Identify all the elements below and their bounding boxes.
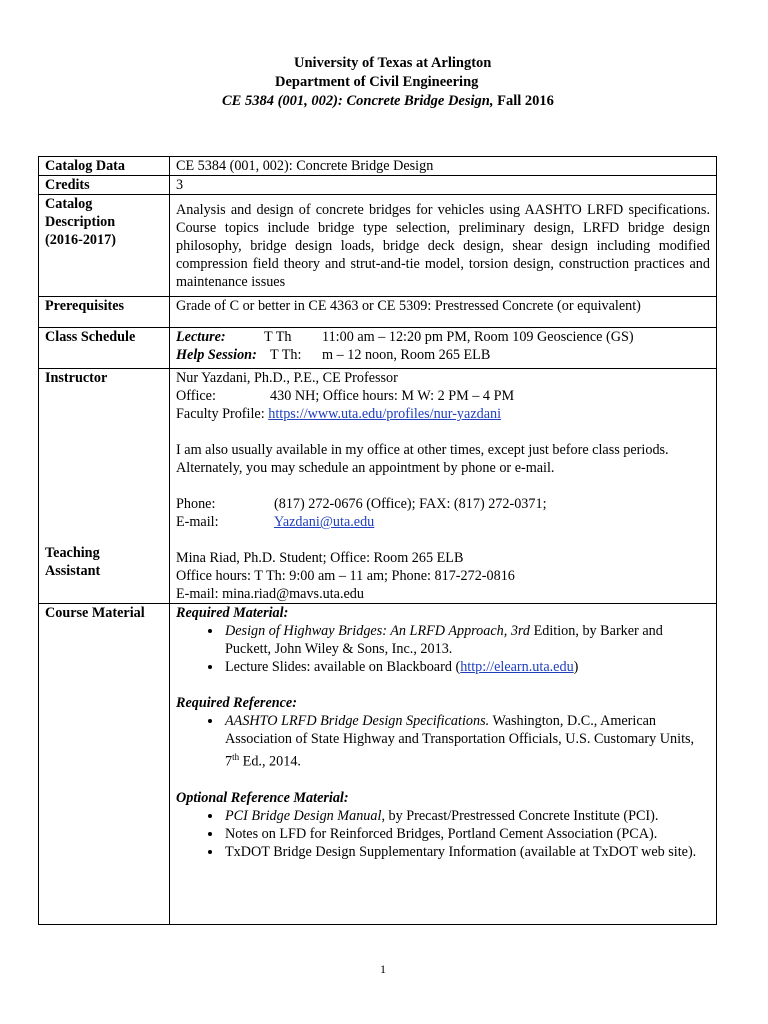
catalog-description-row: [39, 195, 717, 297]
catalog-description-value: Analysis and design of concrete bridges for vehicles using AASHTO LRFD specifications. Course topics include bridge type selection, preliminary design, LRFD bridge design philosophy, bridge design loads, bridge deck design, shear design including modified compression field theory and strut-and-tie model, torsion design, construction practices and maintenance issues: [170, 195, 717, 297]
instructor-email-label: E-mail:: [176, 514, 219, 530]
catalog-description-label-line2: Description: [45, 214, 116, 230]
instructor-label: Instructor: [45, 370, 108, 386]
help-session-line: [176, 346, 710, 364]
course-title-italic: CE 5384 (001, 002): Concrete Bridge Design,: [222, 93, 494, 109]
required-material-heading: Required Material:: [176, 605, 289, 621]
lecture-slides-text: Lecture Slides: available on Blackboard (: [225, 659, 461, 675]
syllabus-table: [38, 156, 717, 925]
instructor-profile-link[interactable]: https://www.uta.edu/profiles/nur-yazdani: [268, 406, 502, 422]
ta-line-1: Mina Riad, Ph.D. Student; Office: Room 265 ELB: [176, 550, 464, 566]
textbook-title: Design of Highway Bridges: An LRFD Approach, 3rd: [225, 623, 531, 639]
instructor-office-value: 430 NH; Office hours: M W: 2 PM – 4 PM: [270, 388, 515, 404]
instructor-label-cell: [39, 369, 170, 604]
help-session-days: T Th:: [270, 347, 302, 363]
textbook-details: Edition, by Barker and Puckett, John Wiley & Sons, Inc., 2013.: [225, 623, 663, 657]
class-schedule-label: Class Schedule: [39, 328, 170, 369]
university-name: University of Texas at Arlington: [294, 55, 492, 71]
help-session-time: m – 12 noon, Room 265 ELB: [322, 347, 491, 363]
instructor-profile: [176, 405, 710, 423]
instructor-office-label: Office:: [176, 388, 216, 404]
required-reference-list: [176, 712, 710, 771]
list-item: • TxDOT Bridge Design Supplementary Information (available at TxDOT web site).: [223, 843, 710, 861]
catalog-description-label-line1: Catalog: [45, 196, 93, 212]
instructor-availability-1: I am also usually available in my office at other times, except just before class periods.: [176, 442, 669, 458]
lecture-time: 11:00 am – 12:20 pm PM, Room 109 Geoscience (GS): [322, 329, 634, 345]
required-reference-heading: Required Reference:: [176, 695, 297, 711]
aashto-edition-sup: th: [232, 752, 240, 762]
optional-reference-heading: Optional Reference Material:: [176, 789, 349, 806]
aashto-title: AASHTO LRFD Bridge Design Specifications.: [225, 713, 490, 729]
course-title: [222, 92, 554, 111]
prerequisites-row: [39, 297, 717, 328]
instructor-email: [176, 513, 710, 531]
lecture-key: Lecture:: [176, 329, 226, 345]
department-name: Department of Civil Engineering: [275, 74, 479, 90]
blackboard-link[interactable]: http://elearn.uta.edu: [460, 659, 574, 675]
catalog-data-label: Catalog Data: [39, 157, 170, 176]
class-schedule-value: [170, 328, 717, 369]
prerequisites-label: Prerequisites: [39, 297, 170, 328]
required-material-list: [176, 622, 710, 676]
list-item: [223, 622, 710, 658]
instructor-value: [170, 369, 717, 604]
list-item: • Notes on LFD for Reinforced Bridges, Portland Cement Association (PCA).: [223, 825, 710, 843]
course-material-label: Course Material: [39, 604, 170, 925]
instructor-profile-label: Faculty Profile:: [176, 406, 269, 422]
instructor-email-link[interactable]: Yazdani@uta.edu: [274, 514, 375, 530]
ta-line-3: E-mail: mina.riad@mavs.uta.edu: [176, 586, 364, 602]
instructor-phone: [176, 495, 710, 513]
pci-manual-title: PCI Bridge Design Manual: [225, 807, 382, 824]
prerequisites-value: Grade of C or better in CE 4363 or CE 5309: Prestressed Concrete (or equivalent): [170, 297, 717, 328]
lecture-slides-close: ): [573, 659, 579, 675]
course-material-row: [39, 604, 717, 925]
optional-reference-list: [176, 807, 710, 861]
credits-row: [39, 176, 717, 195]
instructor-phone-label: Phone:: [176, 496, 216, 512]
ta-line-2: Office hours: T Th: 9:00 am – 11 am; Phone: 817-272-0816: [176, 568, 515, 584]
list-item: [223, 712, 710, 771]
list-item: [223, 807, 710, 825]
list-item: [223, 658, 710, 676]
teaching-assistant-label-line2: Assistant: [45, 563, 101, 579]
catalog-description-label-line3: (2016-2017): [45, 232, 116, 248]
credits-value: 3: [170, 176, 717, 195]
lecture-line: [176, 328, 710, 346]
page-number: 1: [380, 962, 386, 976]
teaching-assistant-label-line1: Teaching: [45, 545, 100, 561]
help-session-key: Help Session:: [176, 347, 257, 363]
instructor-availability-2: Alternately, you may schedule an appointment by phone or e-mail.: [176, 460, 555, 476]
lecture-days: T Th: [264, 329, 292, 345]
instructor-row: [39, 369, 717, 604]
catalog-data-row: [39, 157, 717, 176]
catalog-description-label: [39, 195, 170, 297]
aashto-end: Ed., 2014.: [239, 753, 301, 770]
aashto-details: Washington, D.C., American Association of State Highway and Transportation Officials, U.S. Customary Units, 7: [225, 713, 695, 770]
instructor-office: [176, 387, 710, 405]
instructor-name: Nur Yazdani, Ph.D., P.E., CE Professor: [176, 370, 398, 386]
catalog-data-value: CE 5384 (001, 002): Concrete Bridge Design: [170, 157, 717, 176]
course-material-value: [170, 604, 717, 925]
instructor-phone-value: (817) 272-0676 (Office); FAX: (817) 272-0371;: [274, 496, 547, 512]
class-schedule-row: [39, 328, 717, 369]
credits-label: Credits: [39, 176, 170, 195]
course-term: Fall 2016: [493, 93, 554, 109]
pci-manual-details: , by Precast/Prestressed Concrete Institute (PCI).: [381, 807, 659, 824]
